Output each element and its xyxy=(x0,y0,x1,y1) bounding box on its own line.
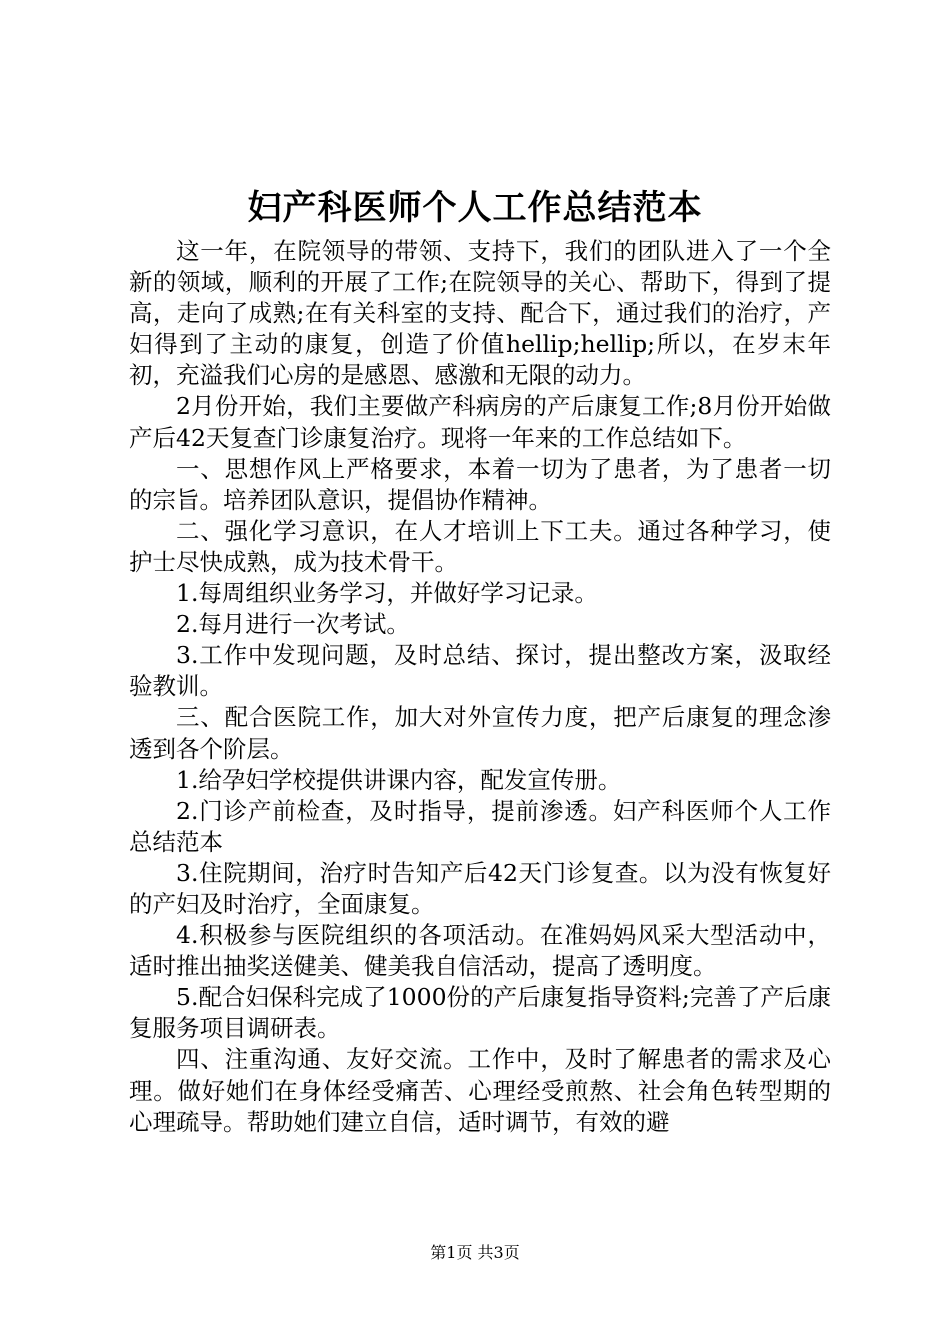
paragraph: 5.配合妇保科完成了1000份的产后康复指导资料;完善了产后康复服务项目调研表。 xyxy=(129,983,831,1043)
paragraph: 2.门诊产前检查，及时指导，提前渗透。妇产科医师个人工作总结范本 xyxy=(129,796,831,856)
paragraph: 2月份开始，我们主要做产科病房的产后康复工作;8月份开始做产后42天复查门诊康复治疗。现将一年来的工作总结如下。 xyxy=(129,392,831,452)
document-title: 妇产科医师个人工作总结范本 xyxy=(247,188,703,228)
document-body xyxy=(129,236,831,1138)
paragraph: 这一年，在院领导的带领、支持下，我们的团队进入了一个全新的领域，顺利的开展了工作;在院领导的关心、帮助下，得到了提高，走向了成熟;在有关科室的支持、配合下，通过我们的治疗，产妇得到了主动的康复，创造了价值hellip;hellip;所以，在岁末年初，充溢我们心房的是感恩、感激和无限的动力。 xyxy=(129,237,831,390)
paragraph: 一、思想作风上严格要求，本着一切为了患者，为了患者一切的宗旨。培养团队意识，提倡协作精神。 xyxy=(129,454,831,514)
paragraph: 3.工作中发现问题，及时总结、探讨，提出整改方案，汲取经验教训。 xyxy=(129,641,831,701)
page-footer: 第1页 共3页 xyxy=(430,1243,520,1262)
paragraph: 3.住院期间，治疗时告知产后42天门诊复查。以为没有恢复好的产妇及时治疗，全面康复。 xyxy=(129,858,831,918)
paragraph: 1.每周组织业务学习，并做好学习记录。 xyxy=(176,579,598,608)
paragraph: 1.给孕妇学校提供讲课内容，配发宣传册。 xyxy=(176,765,622,794)
paragraph: 4.积极参与医院组织的各项活动。在准妈妈风采大型活动中，适时推出抽奖送健美、健美我自信活动，提高了透明度。 xyxy=(129,921,831,981)
paragraph: 四、注重沟通、友好交流。工作中，及时了解患者的需求及心理。做好她们在身体经受痛苦、心理经受煎熬、社会角色转型期的心理疏导。帮助她们建立自信，适时调节，有效的避 xyxy=(129,1045,831,1136)
paragraph: 2.每月进行一次考试。 xyxy=(176,610,410,639)
paragraph: 二、强化学习意识，在人才培训上下工夫。通过各种学习，使护士尽快成熟，成为技术骨干。 xyxy=(129,516,831,576)
paragraph: 三、配合医院工作，加大对外宣传力度，把产后康复的理念渗透到各个阶层。 xyxy=(129,703,831,763)
